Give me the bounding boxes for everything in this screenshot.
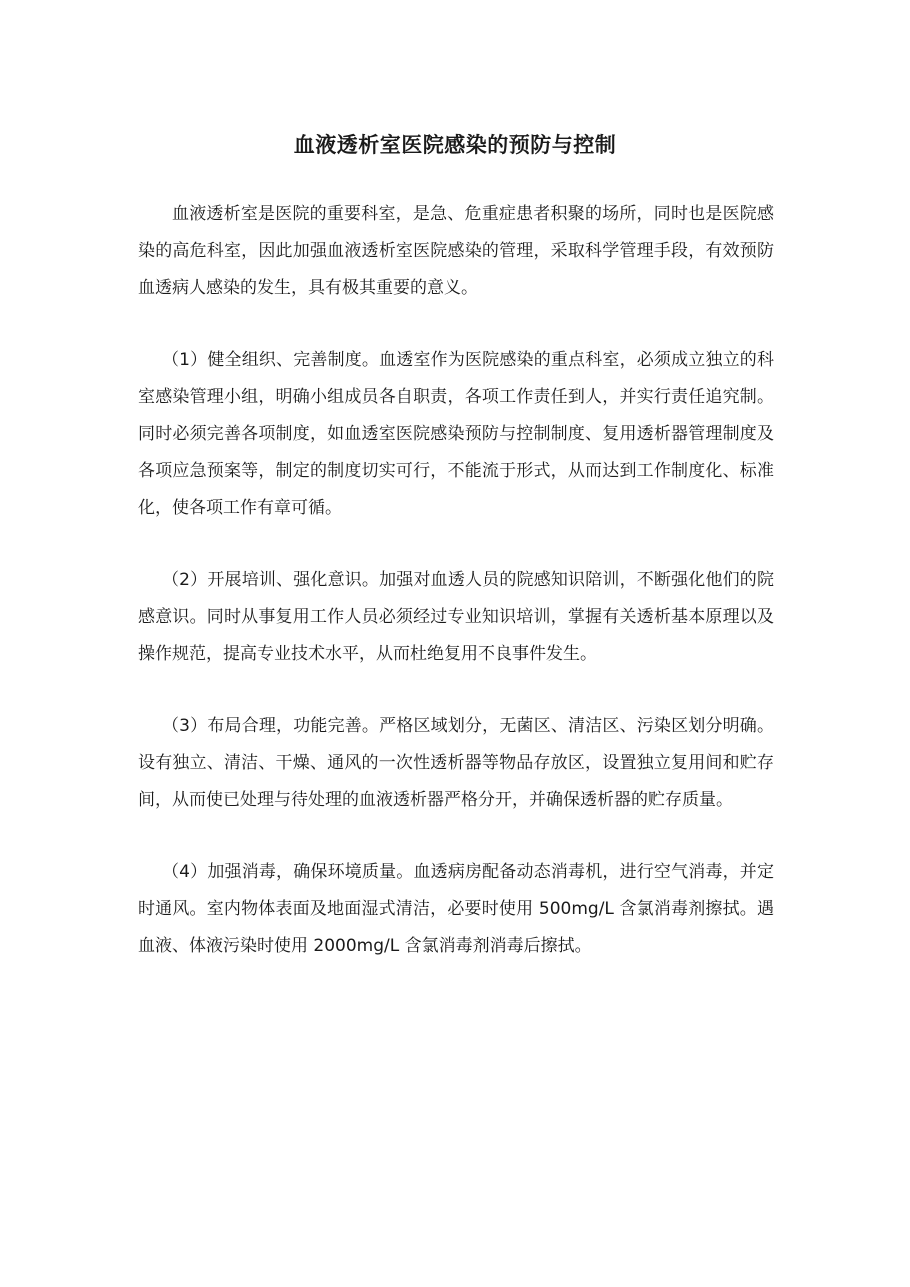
paragraph-section-2: （2）开展培训、强化意识。加强对血透人员的院感知识陪训，不断强化他们的院感意识。同时从事复用工作人员必须经过专业知识培训，掌握有关透析基本原理以及操作规范，提高专业技术水平，从而杜绝复用不良事件发生。 <box>138 570 774 664</box>
paragraph-section-1: （1）健全组织、完善制度。血透室作为医院感染的重点科室，必须成立独立的科室感染管理小组，明确小组成员各自职责，各项工作责任到人，并实行责任追究制。同时必须完善各项制度，如血透室医院感染预防与控制制度、复用透析器管理制度及各项应急预案等，制定的制度切实可行，不能流于形式，从而达到工作制度化、标准化，使各项工作有章可循。 <box>138 350 774 518</box>
paragraph-section-4: （4）加强消毒，确保环境质量。血透病房配备动态消毒机，进行空气消毒，并定时通风。室内物体表面及地面湿式清洁，必要时使用 500mg/L 含氯消毒剂擦拭。遇血液、体液污染时使用 2000mg/L 含氯消毒剂消毒后擦拭。 <box>138 862 774 956</box>
document-body <box>138 196 774 1000</box>
paragraph-section-3: （3）布局合理，功能完善。严格区域划分，无菌区、清洁区、污染区划分明确。设有独立、清洁、干燥、通风的一次性透析器等物品存放区，设置独立复用间和贮存间，从而使已处理与待处理的血液透析器严格分开，并确保透析器的贮存质量。 <box>138 716 774 810</box>
document-title: 血液透析室医院感染的预防与控制 <box>293 133 617 157</box>
paragraph-intro: 血液透析室是医院的重要科室，是急、危重症患者积聚的场所，同时也是医院感染的高危科室，因此加强血液透析室医院感染的管理，采取科学管理手段，有效预防血透病人感染的发生，具有极其重要的意义。 <box>138 204 774 298</box>
